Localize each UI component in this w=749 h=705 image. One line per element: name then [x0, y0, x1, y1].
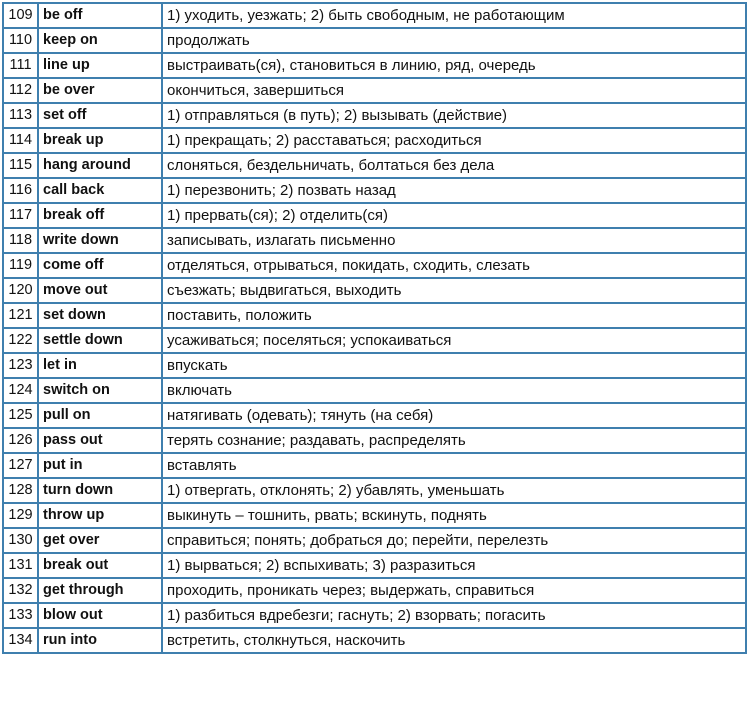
row-number: 130: [3, 528, 38, 553]
phrasal-verb: let in: [38, 353, 162, 378]
phrasal-verb: blow out: [38, 603, 162, 628]
translation: проходить, проникать через; выдержать, справиться: [162, 578, 746, 603]
translation: поставить, положить: [162, 303, 746, 328]
translation: отделяться, отрываться, покидать, сходить, слезать: [162, 253, 746, 278]
table-row: [3, 103, 746, 128]
translation: вставлять: [162, 453, 746, 478]
row-number: 118: [3, 228, 38, 253]
table-row: [3, 528, 746, 553]
table-row: [3, 478, 746, 503]
phrasal-verb: throw up: [38, 503, 162, 528]
phrasal-verb: pass out: [38, 428, 162, 453]
translation: продолжать: [162, 28, 746, 53]
phrasal-verb: move out: [38, 278, 162, 303]
table-row: [3, 303, 746, 328]
phrasal-verb: hang around: [38, 153, 162, 178]
translation: встретить, столкнуться, наскочить: [162, 628, 746, 653]
row-number: 132: [3, 578, 38, 603]
table-row: [3, 228, 746, 253]
row-number: 116: [3, 178, 38, 203]
translation: 1) отправляться (в путь); 2) вызывать (действие): [162, 103, 746, 128]
table-row: [3, 28, 746, 53]
translation: усаживаться; поселяться; успокаиваться: [162, 328, 746, 353]
phrasal-verb: write down: [38, 228, 162, 253]
table-row: [3, 78, 746, 103]
table-row: [3, 453, 746, 478]
table-row: [3, 153, 746, 178]
table-row: [3, 578, 746, 603]
phrasal-verb: run into: [38, 628, 162, 653]
phrasal-verb: set off: [38, 103, 162, 128]
row-number: 129: [3, 503, 38, 528]
translation: съезжать; выдвигаться, выходить: [162, 278, 746, 303]
row-number: 117: [3, 203, 38, 228]
table-row: [3, 178, 746, 203]
translation: выкинуть – тошнить, рвать; вскинуть, поднять: [162, 503, 746, 528]
translation: терять сознание; раздавать, распределять: [162, 428, 746, 453]
row-number: 121: [3, 303, 38, 328]
phrasal-verb: put in: [38, 453, 162, 478]
phrasal-verb: break up: [38, 128, 162, 153]
table-row: [3, 403, 746, 428]
translation: включать: [162, 378, 746, 403]
phrasal-verb: get through: [38, 578, 162, 603]
phrasal-verb: keep on: [38, 28, 162, 53]
row-number: 133: [3, 603, 38, 628]
table-row: [3, 278, 746, 303]
table-row: [3, 503, 746, 528]
row-number: 115: [3, 153, 38, 178]
phrasal-verb: line up: [38, 53, 162, 78]
table-row: [3, 628, 746, 653]
table-row: [3, 328, 746, 353]
phrasal-verb: break out: [38, 553, 162, 578]
translation: записывать, излагать письменно: [162, 228, 746, 253]
phrasal-verb: switch on: [38, 378, 162, 403]
phrasal-verb: be off: [38, 3, 162, 28]
table-row: [3, 53, 746, 78]
row-number: 128: [3, 478, 38, 503]
row-number: 112: [3, 78, 38, 103]
row-number: 119: [3, 253, 38, 278]
phrasal-verb: settle down: [38, 328, 162, 353]
phrasal-verb: pull on: [38, 403, 162, 428]
table-row: [3, 3, 746, 28]
row-number: 125: [3, 403, 38, 428]
phrasal-verbs-table-body: [3, 3, 746, 653]
phrasal-verb: call back: [38, 178, 162, 203]
phrasal-verb: get over: [38, 528, 162, 553]
table-row: [3, 553, 746, 578]
table-row: [3, 203, 746, 228]
translation: справиться; понять; добраться до; перейти, перелезть: [162, 528, 746, 553]
table-row: [3, 378, 746, 403]
table-row: [3, 128, 746, 153]
table-row: [3, 253, 746, 278]
translation: слоняться, бездельничать, болтаться без дела: [162, 153, 746, 178]
translation: выстраивать(ся), становиться в линию, ряд, очередь: [162, 53, 746, 78]
phrasal-verb: be over: [38, 78, 162, 103]
table-row: [3, 353, 746, 378]
phrasal-verb: set down: [38, 303, 162, 328]
row-number: 131: [3, 553, 38, 578]
table-row: [3, 603, 746, 628]
row-number: 110: [3, 28, 38, 53]
row-number: 127: [3, 453, 38, 478]
translation: 1) перезвонить; 2) позвать назад: [162, 178, 746, 203]
translation: натягивать (одевать); тянуть (на себя): [162, 403, 746, 428]
translation: 1) отвергать, отклонять; 2) убавлять, уменьшать: [162, 478, 746, 503]
row-number: 123: [3, 353, 38, 378]
phrasal-verb: break off: [38, 203, 162, 228]
phrasal-verb: come off: [38, 253, 162, 278]
translation: впускать: [162, 353, 746, 378]
row-number: 122: [3, 328, 38, 353]
translation: 1) разбиться вдребезги; гаснуть; 2) взорвать; погасить: [162, 603, 746, 628]
row-number: 114: [3, 128, 38, 153]
row-number: 111: [3, 53, 38, 78]
row-number: 109: [3, 3, 38, 28]
phrasal-verb: turn down: [38, 478, 162, 503]
translation: 1) уходить, уезжать; 2) быть свободным, не работающим: [162, 3, 746, 28]
row-number: 120: [3, 278, 38, 303]
translation: 1) прекращать; 2) расставаться; расходиться: [162, 128, 746, 153]
row-number: 113: [3, 103, 38, 128]
translation: 1) вырваться; 2) вспыхивать; 3) разразиться: [162, 553, 746, 578]
row-number: 134: [3, 628, 38, 653]
row-number: 124: [3, 378, 38, 403]
row-number: 126: [3, 428, 38, 453]
table-row: [3, 428, 746, 453]
translation: окончиться, завершиться: [162, 78, 746, 103]
translation: 1) прервать(ся); 2) отделить(ся): [162, 203, 746, 228]
phrasal-verbs-table: [2, 2, 747, 654]
